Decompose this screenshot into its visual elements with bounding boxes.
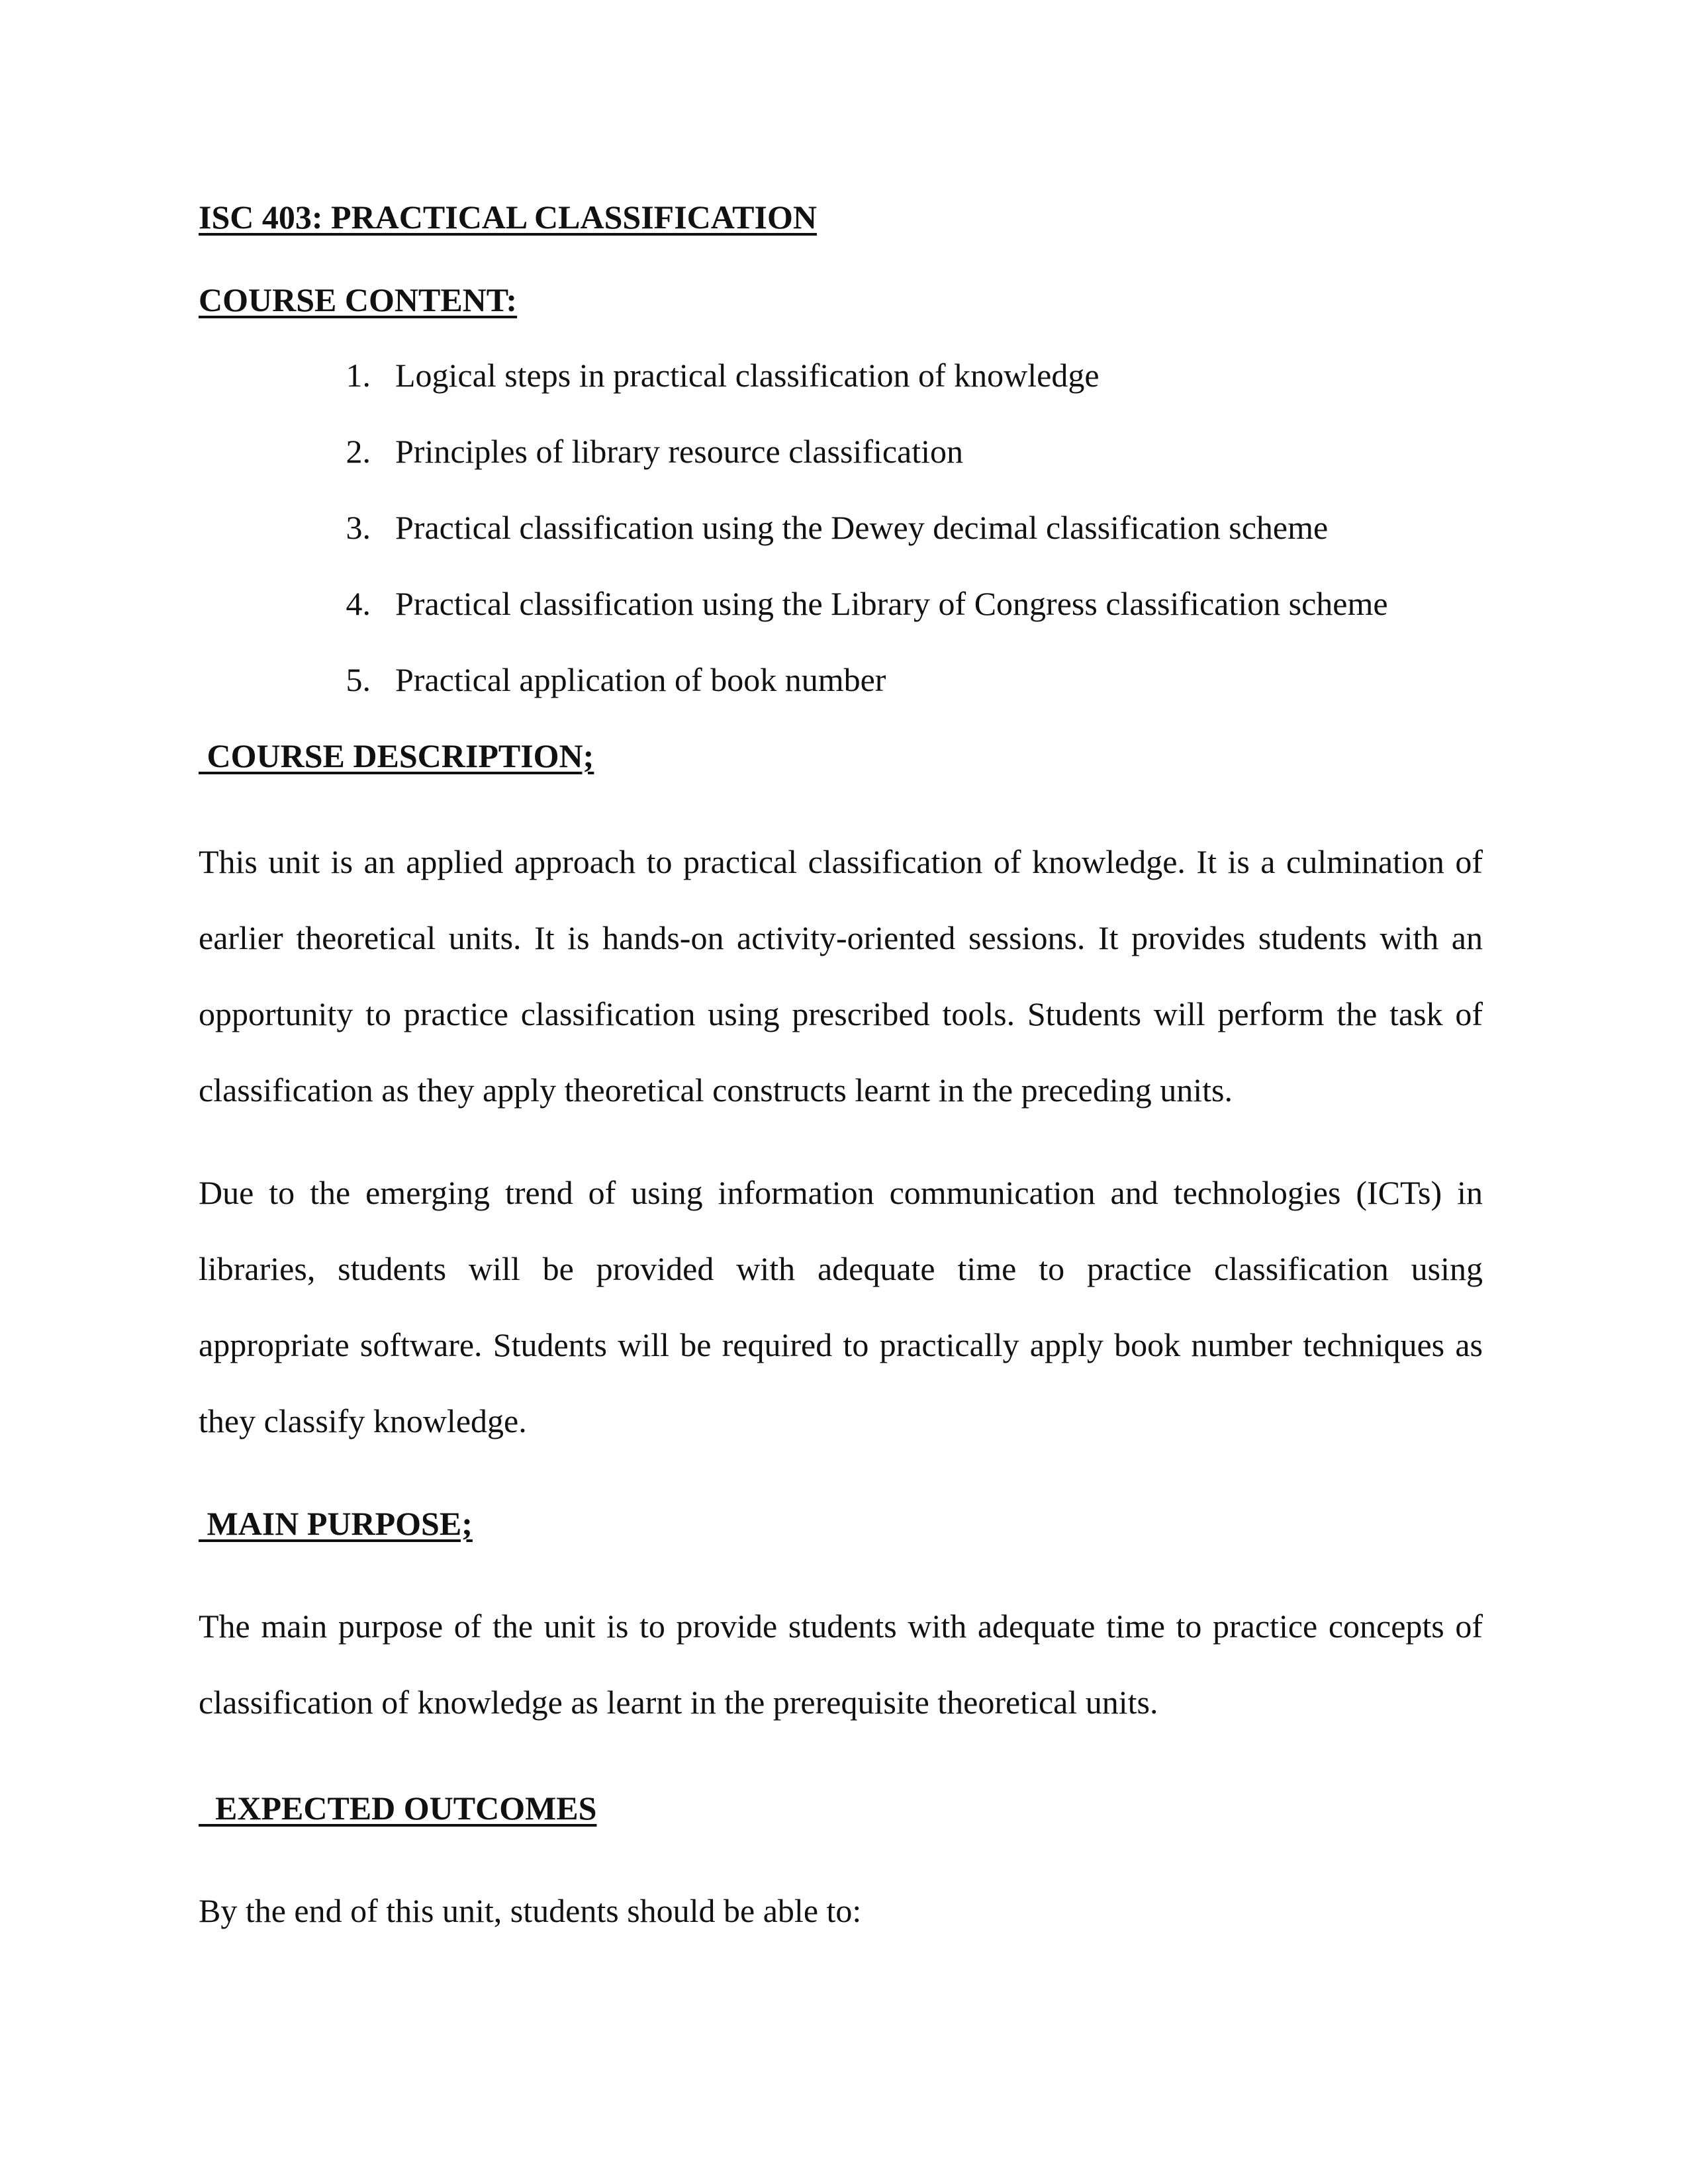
list-item-number: 2. — [346, 433, 371, 470]
main-purpose-paragraph: The main purpose of the unit is to provide students with adequate time to practice concepts of classification of knowledge as learnt in the prerequisite theoretical units. — [199, 1608, 1483, 1721]
document-title: ISC 403: PRACTICAL CLASSIFICATION — [199, 199, 817, 236]
course-content-heading: COURSE CONTENT: — [199, 281, 518, 318]
list-item-text: Logical steps in practical classification of knowledge — [395, 357, 1100, 394]
list-item-text: Practical classification using the Library of Congress classification scheme — [395, 585, 1388, 622]
list-item-number: 5. — [346, 661, 371, 698]
list-item-number: 3. — [346, 509, 371, 546]
list-item-text: Practical application of book number — [395, 661, 886, 698]
expected-outcomes-heading: EXPECTED OUTCOMES — [199, 1790, 597, 1827]
course-description-heading: COURSE DESCRIPTION; — [199, 737, 594, 774]
course-description-paragraph-1: This unit is an applied approach to practical classification of knowledge. It is a culmination of earlier theoretical units. It is hands-on activity-oriented sessions. It provides students with an opportunity to practice classification using prescribed tools. Students will perform the task of classification as they apply theoretical constructs learnt in the preceding units. — [199, 843, 1483, 1109]
list-item-number: 4. — [346, 585, 371, 622]
list-item — [0, 584, 1456, 623]
list-item — [0, 660, 1456, 700]
list-item — [0, 355, 1456, 395]
course-description-paragraph-2: Due to the emerging trend of using information communication and technologies (ICTs) in libraries, students will be provided with adequate time to practice classification using appropriate software. Students will be required to practically apply book number techniques as they classify knowledge. — [199, 1174, 1483, 1439]
expected-outcomes-intro: By the end of this unit, students should be able to: — [199, 1892, 862, 1929]
list-item-number: 1. — [346, 357, 371, 394]
list-item — [0, 432, 1456, 471]
main-purpose-heading: MAIN PURPOSE; — [199, 1505, 473, 1542]
list-item — [0, 508, 1456, 547]
list-item-text: Principles of library resource classification — [395, 433, 964, 470]
list-item-text: Practical classification using the Dewey decimal classification scheme — [395, 509, 1329, 546]
